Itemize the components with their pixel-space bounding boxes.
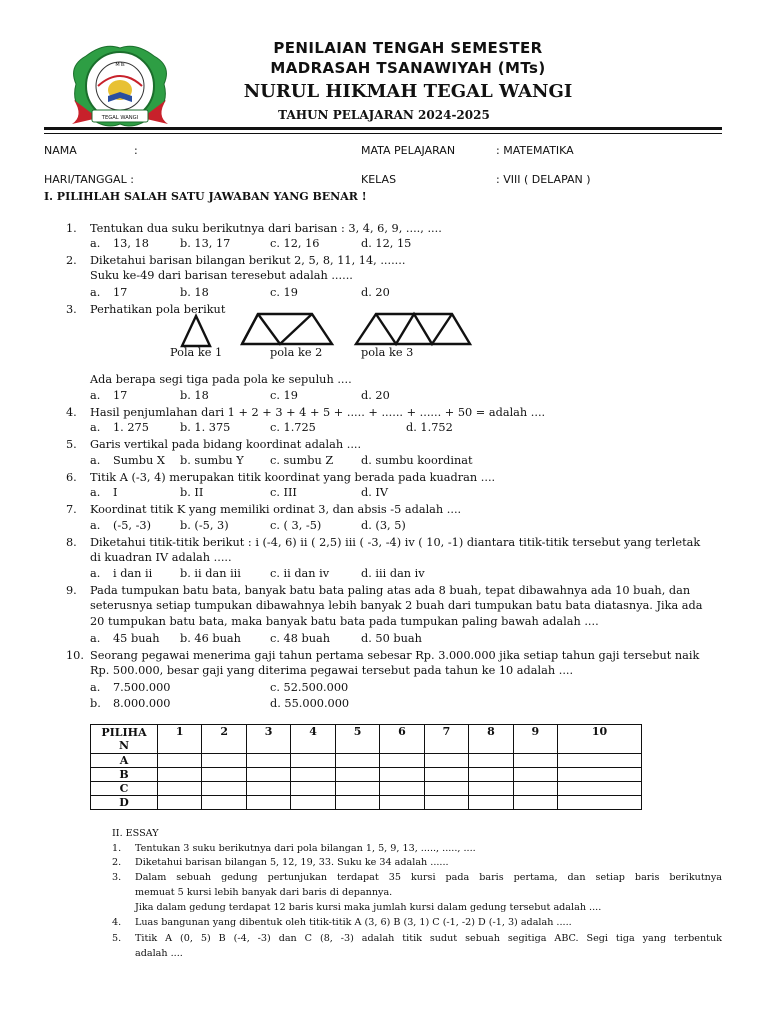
answer-cell[interactable] (469, 754, 513, 768)
question-text: Hasil penjumlahan dari 1 + 2 + 3 + 4 + 5 + ..... + ...... + ...... + 50 = adalah .... (90, 406, 546, 419)
option-c: c. sumbu Z (270, 454, 334, 467)
option-a: (-5, -3) (113, 519, 152, 532)
question-number: 1. (66, 222, 77, 235)
column-header: 4 (291, 725, 335, 754)
svg-text:MTs: MTs (115, 62, 125, 68)
table-row (91, 754, 642, 768)
option-a-marker: a. (90, 567, 101, 580)
hari-label: HARI/TANGGAL : (44, 173, 134, 186)
option-d: d. 20 (361, 389, 390, 402)
essay-number: 1. (112, 843, 122, 854)
header-academic-year: TAHUN PELAJARAN 2024-2025 (278, 108, 490, 122)
option-a: Sumbu X (113, 454, 165, 467)
column-header: 1 (158, 725, 202, 754)
pattern-label-1: Pola ke 1 (170, 346, 223, 359)
header-rule (44, 127, 722, 130)
nama-label: NAMA (44, 144, 77, 157)
header-title-2: MADRASAH TSANAWIYAH (MTs) (270, 59, 546, 77)
essay-number: 4. (112, 917, 122, 928)
question-text: Titik A (-3, 4) merupakan titik koordinat yang berada pada kuadran .... (90, 471, 496, 484)
answer-cell[interactable] (202, 782, 246, 796)
question-text: Tentukan dua suku berikutnya dari barisan : 3, 4, 6, 9, ...., .... (90, 222, 442, 235)
option-a-marker: a. (90, 237, 101, 250)
answer-cell[interactable] (158, 754, 202, 768)
option-c: c. 12, 16 (270, 237, 320, 250)
column-header: 10 (558, 725, 642, 754)
row-label: D (91, 796, 158, 810)
column-header: 7 (424, 725, 468, 754)
table-row (91, 782, 642, 796)
option-d: d. 55.000.000 (270, 697, 350, 710)
essay-item-4 (0, 916, 768, 930)
column-header: 6 (380, 725, 424, 754)
essay-text: Tentukan 3 suku berikutnya dari pola bilangan 1, 5, 9, 13, ....., ....., .... (135, 843, 476, 854)
kelas-value: : VIII ( DELAPAN ) (496, 173, 591, 186)
header-title-1: PENILAIAN TENGAH SEMESTER (273, 39, 543, 57)
essay-text-3: Jika dalam gedung terdapat 12 baris kursi maka jumlah kursi dalam gedung tersebut adalah .... (135, 902, 602, 913)
answer-cell[interactable] (246, 782, 290, 796)
answer-cell[interactable] (424, 768, 468, 782)
option-c: c. 19 (270, 389, 298, 402)
column-header: 8 (469, 725, 513, 754)
answer-cell[interactable] (558, 796, 642, 810)
essay-text-2: memuat 5 kursi lebih banyak dari baris di depannya. (135, 887, 393, 898)
question-text-2: di kuadran IV adalah ..... (90, 551, 232, 564)
answer-cell[interactable] (246, 754, 290, 768)
option-a: 13, 18 (113, 237, 149, 250)
option-d: d. (3, 5) (361, 519, 406, 532)
table-row (91, 796, 642, 810)
answer-cell[interactable] (202, 768, 246, 782)
kelas-label: KELAS (361, 173, 397, 186)
column-header: 5 (335, 725, 379, 754)
header-school-name: NURUL HIKMAH TEGAL WANGI (243, 81, 573, 102)
section-1-title: I. PILIHLAH SALAH SATU JAWABAN YANG BENAR ! (44, 190, 367, 203)
essay-number: 2. (112, 857, 122, 868)
answer-cell[interactable] (380, 782, 424, 796)
table-row (91, 768, 642, 782)
essay-item-1 (0, 842, 768, 856)
column-header: 3 (246, 725, 290, 754)
column-header: 2 (202, 725, 246, 754)
answer-cell[interactable] (380, 754, 424, 768)
question-number: 7. (66, 503, 77, 516)
option-b: b. 18 (180, 389, 209, 402)
question-number: 9. (66, 584, 77, 597)
column-header: 9 (513, 725, 557, 754)
question-text: Pada tumpukan batu bata, banyak batu bata paling atas ada 8 buah, tepat dibawahnya ada 10 buah, dan (90, 584, 691, 597)
essay-text: Diketahui barisan bilangan 5, 12, 19, 33. Suku ke 34 adalah ...... (135, 857, 449, 868)
question-text: Diketahui barisan bilangan berikut 2, 5, 8, 11, 14, ....... (90, 254, 406, 267)
answer-cell[interactable] (158, 768, 202, 782)
option-b: b. 46 buah (180, 632, 241, 645)
question-text-2: Ada berapa segi tiga pada pola ke sepuluh .... (90, 373, 352, 386)
answer-cell[interactable] (246, 768, 290, 782)
nama-colon: : (134, 144, 138, 157)
option-b: b. 13, 17 (180, 237, 231, 250)
question-number: 6. (66, 471, 77, 484)
essay-number: 5. (112, 933, 122, 944)
answer-cell[interactable] (158, 782, 202, 796)
answer-cell[interactable] (469, 782, 513, 796)
option-a: 45 buah (113, 632, 160, 645)
header-rule-thin (44, 133, 722, 134)
answer-cell[interactable] (380, 796, 424, 810)
answer-cell[interactable] (291, 754, 335, 768)
triangle-pattern-figure (170, 310, 480, 350)
option-c: c. 48 buah (270, 632, 330, 645)
answer-cell[interactable] (335, 782, 379, 796)
option-a-marker: a. (90, 454, 101, 467)
header-label-1: PILIHA (101, 726, 147, 739)
question-number: 2. (66, 254, 77, 267)
option-d: d. iii dan iv (361, 567, 425, 580)
row-label: B (91, 768, 158, 782)
answer-cell[interactable] (558, 782, 642, 796)
question-number: 8. (66, 536, 77, 549)
question-text-2: Rp. 500.000, besar gaji yang diterima pegawai tersebut pada tahun ke 10 adalah .... (90, 664, 574, 677)
option-a-marker: a. (90, 421, 101, 434)
answer-cell[interactable] (202, 754, 246, 768)
answer-cell[interactable] (424, 754, 468, 768)
question-text: Garis vertikal pada bidang koordinat adalah .... (90, 438, 362, 451)
option-b-marker: b. (90, 697, 101, 710)
essay-title: II. ESSAY (112, 828, 159, 839)
row-label: C (91, 782, 158, 796)
answer-cell[interactable] (335, 768, 379, 782)
question-number: 5. (66, 438, 77, 451)
mapel-label: MATA PELAJARAN (361, 144, 456, 157)
option-a-marker: a. (90, 681, 101, 694)
question-number: 10. (66, 649, 84, 662)
question-text: Perhatikan pola berikut (90, 303, 226, 316)
answer-cell[interactable] (202, 796, 246, 810)
option-c: c. 19 (270, 286, 298, 299)
header-label-2: N (118, 739, 130, 752)
answer-cell[interactable] (291, 768, 335, 782)
question-number: 3. (66, 303, 77, 316)
option-b: b. 18 (180, 286, 209, 299)
option-a: 7.500.000 (113, 681, 171, 694)
option-d: d. 1.752 (406, 421, 453, 434)
answer-cell[interactable] (158, 796, 202, 810)
row-label: A (91, 754, 158, 768)
answer-cell[interactable] (291, 796, 335, 810)
option-b: b. ii dan iii (180, 567, 241, 580)
answer-cell[interactable] (246, 796, 290, 810)
essay-number: 3. (112, 872, 122, 883)
option-c: c. 1.725 (270, 421, 316, 434)
option-a: 1. 275 (113, 421, 149, 434)
option-a-marker: a. (90, 389, 101, 402)
essay-text-2: adalah .... (135, 948, 183, 959)
option-a-marker: a. (90, 286, 101, 299)
option-c: c. ii dan iv (270, 567, 330, 580)
answer-table (90, 724, 642, 810)
option-a: i dan ii (113, 567, 153, 580)
option-a: I (113, 486, 118, 499)
answer-cell[interactable] (380, 768, 424, 782)
option-d: d. 50 buah (361, 632, 422, 645)
answer-cell[interactable] (424, 796, 468, 810)
answer-cell[interactable] (558, 754, 642, 768)
option-a: 17 (113, 389, 128, 402)
question-text-2: seterusnya setiap tumpukan dibawahnya lebih banyak 2 buah dari tumpukan batu bata diatasnya. Jika ada (90, 599, 703, 612)
essay-item-2 (0, 856, 768, 870)
option-a: 17 (113, 286, 128, 299)
option-b: b. sumbu Y (180, 454, 244, 467)
option-d: d. 12, 15 (361, 237, 412, 250)
option-a-marker: a. (90, 519, 101, 532)
answer-cell[interactable] (558, 768, 642, 782)
answer-cell[interactable] (513, 754, 557, 768)
mapel-value: : MATEMATIKA (496, 144, 574, 157)
question-text-2: Suku ke-49 dari barisan teresebut adalah ...... (90, 269, 353, 282)
pattern-label-2: pola ke 2 (270, 346, 323, 359)
option-d: d. IV (361, 486, 389, 499)
essay-item-3 (0, 871, 768, 915)
option-d: d. sumbu koordinat (361, 454, 473, 467)
question-text: Diketahui titik-titik berikut : i (-4, 6) ii ( 2,5) iii ( -3, -4) iv ( 10, -1) diantara titik-titik tersebut yang terletak (90, 536, 701, 549)
option-a-marker: a. (90, 486, 101, 499)
option-c: c. 52.500.000 (270, 681, 349, 694)
answer-cell[interactable] (335, 796, 379, 810)
answer-cell[interactable] (469, 796, 513, 810)
option-b: 8.000.000 (113, 697, 171, 710)
option-a-marker: a. (90, 632, 101, 645)
option-b: b. II (180, 486, 204, 499)
header-cell-pilihan (91, 725, 158, 754)
essay-item-5 (0, 932, 768, 962)
pattern-label-3: pola ke 3 (361, 346, 414, 359)
question-number: 4. (66, 406, 77, 419)
option-b: b. 1. 375 (180, 421, 231, 434)
question-text: Koordinat titik K yang memiliki ordinat 3, dan absis -5 adalah .... (90, 503, 462, 516)
essay-text: Dalam sebuah gedung pertunjukan terdapat 35 kursi pada baris pertama, dan setiap baris berikutnya (135, 872, 722, 883)
answer-cell[interactable] (291, 782, 335, 796)
question-text: Seorang pegawai menerima gaji tahun pertama sebesar Rp. 3.000.000 jika setiap tahun gaji tersebut naik (90, 649, 700, 662)
answer-cell[interactable] (513, 782, 557, 796)
option-c: c. III (270, 486, 297, 499)
table-header-row (91, 725, 642, 754)
answer-cell[interactable] (513, 796, 557, 810)
answer-cell[interactable] (513, 768, 557, 782)
svg-text:TEGAL WANGI: TEGAL WANGI (101, 115, 139, 121)
option-b: b. (-5, 3) (180, 519, 229, 532)
essay-text: Luas bangunan yang dibentuk oleh titik-titik A (3, 6) B (3, 1) C (-1, -2) D (-1, 3) adalah ..... (135, 917, 572, 928)
question-text-3: 20 tumpukan batu bata, maka banyak batu bata pada tumpukan paling bawah adalah .... (90, 615, 599, 628)
answer-cell[interactable] (335, 754, 379, 768)
option-c: c. ( 3, -5) (270, 519, 322, 532)
answer-cell[interactable] (424, 782, 468, 796)
answer-cell[interactable] (469, 768, 513, 782)
option-d: d. 20 (361, 286, 390, 299)
essay-text: Titik A (0, 5) B (-4, -3) dan C (8, -3) adalah titik sudut sebuah segitiga ABC. Segi tiga yang terbentuk (135, 933, 722, 944)
